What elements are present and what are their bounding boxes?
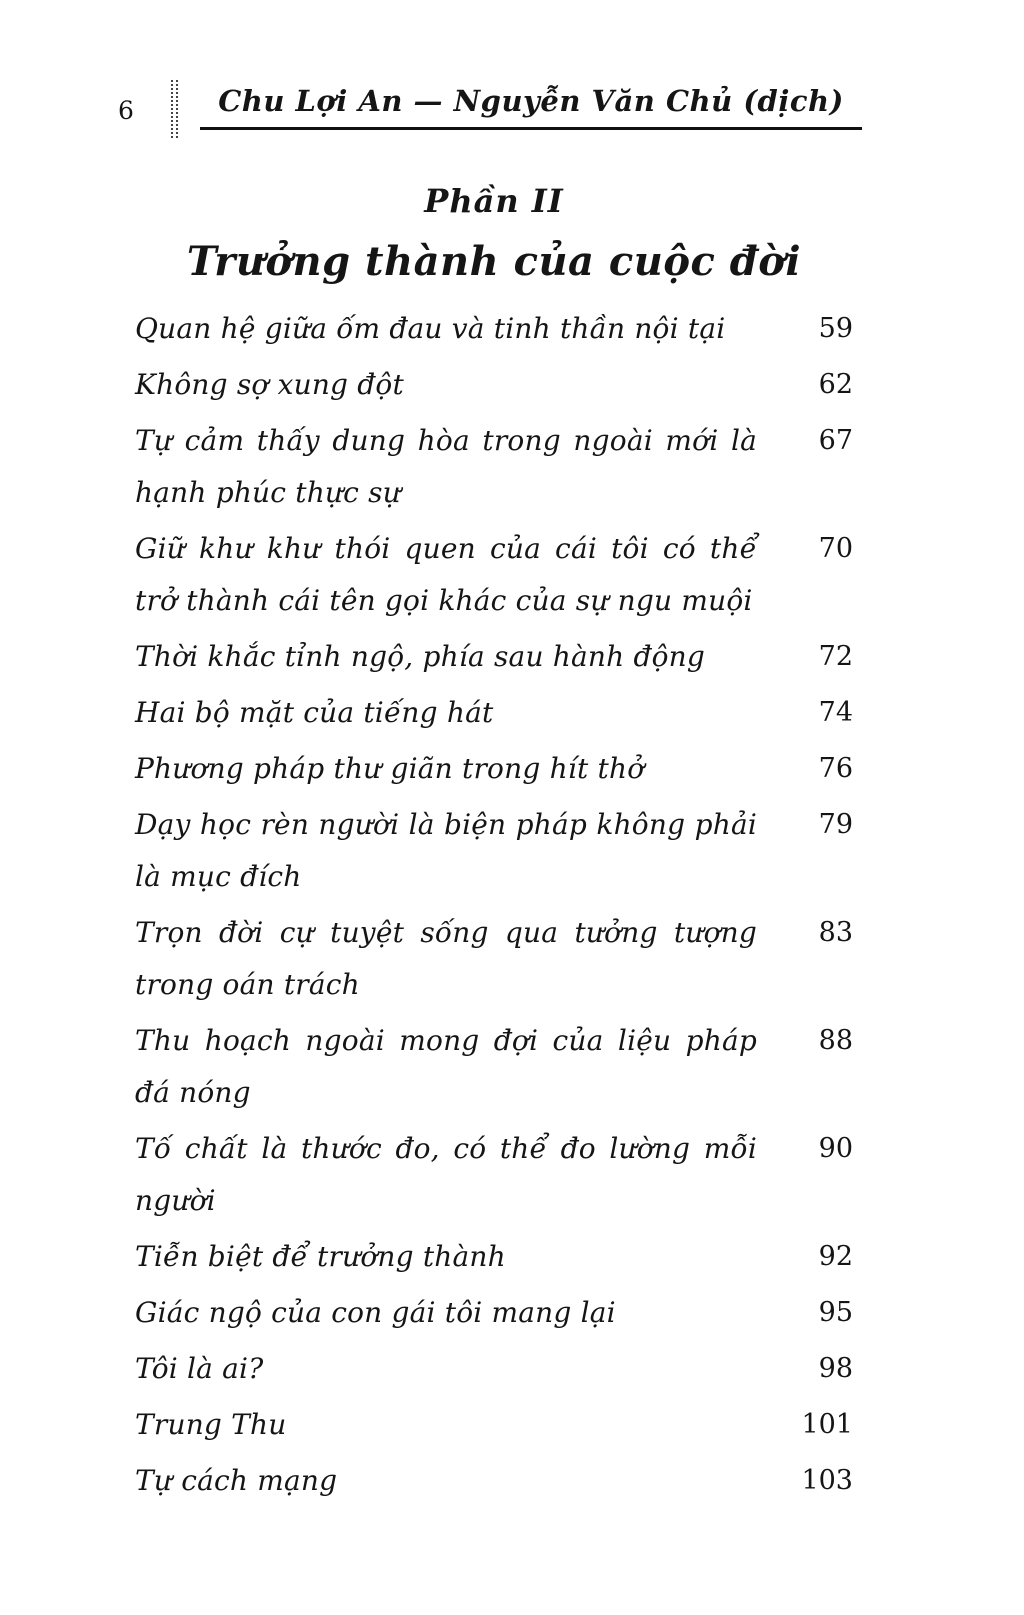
toc-entry-title: Tôi là ai?	[135, 1352, 264, 1385]
toc-entry-title: Giữ khư khư thói quen của cái tôi có thể trở thành cái tên gọi khác của sự ngu muội	[135, 532, 757, 617]
toc-entry-title: Tự cách mạng	[135, 1464, 338, 1497]
toc-entry	[135, 1399, 853, 1451]
toc-entry-page: 74	[818, 697, 853, 728]
toc-entry	[135, 687, 853, 739]
toc-entry-page: 95	[818, 1297, 853, 1328]
toc-entry-title: Dạy học rèn người là biện pháp không phải là mục đích	[135, 808, 757, 893]
toc-entry-page: 67	[818, 425, 853, 456]
toc-entry	[135, 1123, 853, 1227]
toc-entry-page: 83	[818, 917, 853, 948]
toc-entry-title: Thời khắc tỉnh ngộ, phía sau hành động	[135, 640, 706, 673]
toc-entry-page: 72	[818, 641, 853, 672]
section-title: Trưởng thành của cuộc đời	[186, 238, 802, 285]
toc-entry-page: 79	[818, 809, 853, 840]
toc-entry-title: Trung Thu	[135, 1408, 287, 1441]
toc-entry	[135, 1231, 853, 1283]
toc-entry-title: Tiễn biệt để trưởng thành	[135, 1240, 506, 1273]
toc-entry	[135, 1343, 853, 1395]
toc-entry	[135, 1015, 853, 1119]
toc-entry	[135, 799, 853, 903]
toc-entry-page: 92	[818, 1241, 853, 1272]
toc-entry-page: 101	[801, 1409, 853, 1440]
toc-entry	[135, 743, 853, 795]
page-number: 6	[118, 96, 134, 125]
toc-entry-page: 88	[818, 1025, 853, 1056]
toc-entry	[135, 303, 853, 355]
toc-entry-title: Thu hoạch ngoài mong đợi của liệu pháp đá nóng	[135, 1024, 757, 1109]
toc-entry-page: 98	[818, 1353, 853, 1384]
decorative-dotted-mark	[171, 80, 178, 138]
toc-entry-title: Giác ngộ của con gái tôi mang lại	[135, 1296, 616, 1329]
toc-entry-title: Quan hệ giữa ốm đau và tinh thần nội tại	[135, 312, 726, 345]
toc-entry	[135, 1287, 853, 1339]
toc-entry	[135, 1455, 853, 1507]
section-heading	[135, 182, 853, 285]
part-label: Phần II	[424, 182, 564, 220]
toc-entry-page: 62	[818, 369, 853, 400]
toc-entry-title: Tố chất là thước đo, có thể đo lường mỗi người	[135, 1132, 757, 1217]
toc-entry-page: 103	[801, 1465, 853, 1496]
toc-entry-page: 76	[818, 753, 853, 784]
toc-entry	[135, 359, 853, 411]
toc-list	[135, 303, 853, 1511]
toc-entry-title: Tự cảm thấy dung hòa trong ngoài mới là hạnh phúc thực sự	[135, 424, 757, 509]
toc-entry-title: Phương pháp thư giãn trong hít thở	[135, 752, 645, 785]
toc-entry	[135, 907, 853, 1011]
running-header-author: Chu Lợi An — Nguyễn Văn Chủ (dịch)	[218, 84, 844, 118]
toc-entry-page: 90	[818, 1133, 853, 1164]
toc-entry	[135, 631, 853, 683]
toc-entry-title: Hai bộ mặt của tiếng hát	[135, 696, 494, 729]
toc-entry	[135, 523, 853, 627]
toc-entry-title: Không sợ xung đột	[135, 368, 404, 401]
toc-entry-page: 70	[818, 533, 853, 564]
toc-entry	[135, 415, 853, 519]
header-rule	[200, 127, 862, 130]
toc-entry-page: 59	[818, 313, 853, 344]
toc-entry-title: Trọn đời cự tuyệt sống qua tưởng tượng trong oán trách	[135, 916, 757, 1001]
